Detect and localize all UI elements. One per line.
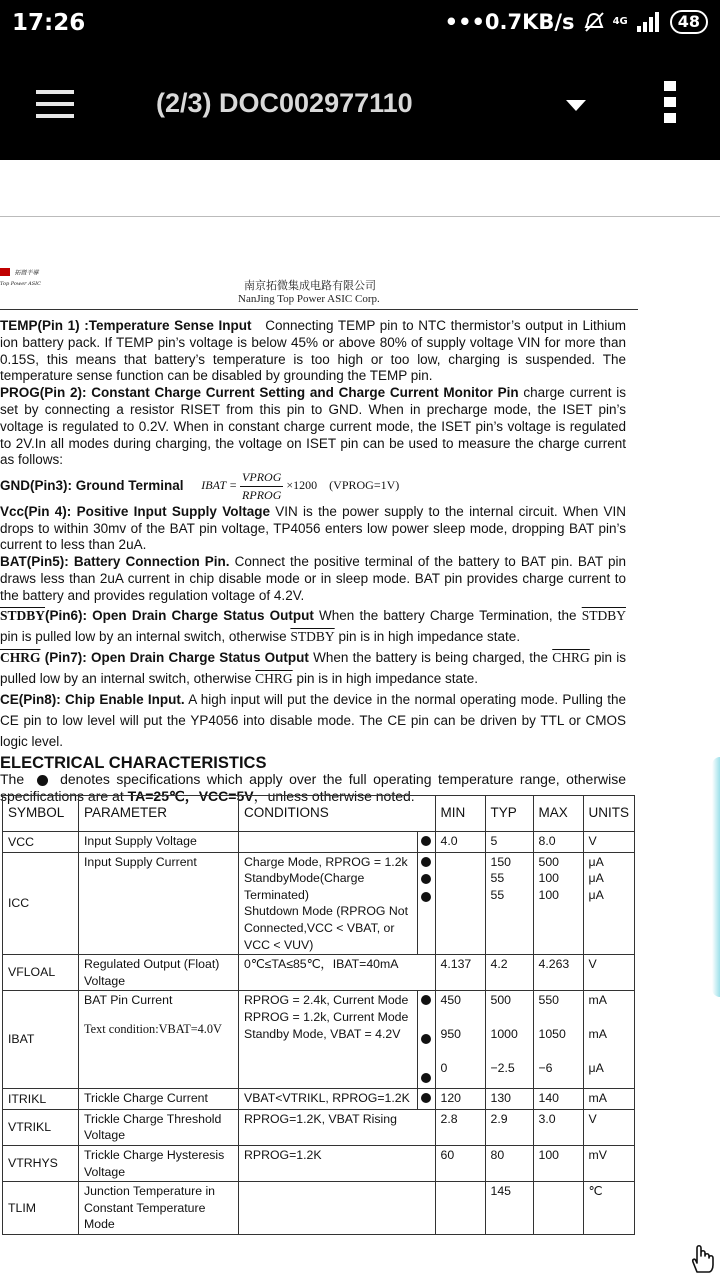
bullet-icon [421,836,431,846]
value-line: 950 [440,1026,462,1041]
cell-typ: 5 [485,832,533,853]
cell-param: Input Supply Voltage [79,832,239,853]
note-conditions: TA=25℃，VCC=5V [127,788,254,805]
pin-ce-text: A high input will put the device in the normal operating mode. Pulling the CE pin to low level will put the YP4056 into disable mode. The CE pin can be driven by TTL or CMOS logic level. [0,691,626,749]
pin-stdby-text-3: pin is in high impedance state. [338,628,521,644]
formula-lhs: IBAT = [201,478,238,493]
cell-param: Regulated Output (Float) Voltage [79,955,239,991]
pin-chrg [0,647,626,689]
value-line: 1050 [538,1026,566,1041]
cell-cond [239,991,418,1089]
company-name-cn: 南京拓微集成电路有限公司 [244,279,376,292]
table-row [3,991,635,1089]
triangle-down-icon[interactable] [566,100,586,111]
value-line: −6 [538,1060,553,1075]
stdby-name-inline: STDBY [581,607,626,623]
cell-min: 4.0 [435,832,485,853]
col-typ: TYP [485,796,533,832]
pin-vcc-text: VIN is the power supply to the internal circuit. When VIN drops to within 30mv of the BAT pin voltage, TP4056 enters low power sleep mode, dropping BAT pin’s current to less than 2uA. [0,503,626,553]
col-parameter: PARAMETER [79,796,239,832]
cell-symbol: TLIM [3,1182,79,1235]
cell-param: Input Supply Current [79,852,239,955]
bullet-icon [421,995,431,1005]
cond-line: RPROG = 1.2k, Current Mode [244,1009,409,1024]
formula-denominator: RPROG [242,487,282,502]
cell-max: 140 [533,1089,583,1110]
touch-hand-icon[interactable] [688,1242,716,1274]
status-icons [445,10,708,34]
pin-descriptions [0,318,626,805]
more-vertical-icon[interactable] [664,81,678,129]
bullet-icon [421,1034,431,1044]
cell-unit [583,991,635,1089]
value-line: μA [588,1060,604,1075]
cell-max [533,991,583,1089]
pin-prog-text: charge current is set by connecting a resistor RISET from this pin to GND. When in precharge mode, the ISET pin’s voltage is regulated to 0.2V. When in constant charge current mode, the ISET pin’s voltage is regulated to 2V.In all modes during charging, the voltage on ISET pin can be used to measure the charge current as follows: [0,385,626,468]
cell-unit: V [583,832,635,853]
cond-line: Standby Mode, VBAT = 4.2V [244,1026,401,1041]
table-row [3,832,635,853]
cell-unit: mA [583,1089,635,1110]
cell-symbol: VCC [3,832,79,853]
cell-unit: μA μA μA [583,852,635,955]
formula-multiplier: ×1200 [286,478,318,493]
cell-dot [417,852,435,955]
network-type: 4G [612,16,628,27]
cell-min: 2.8 [435,1109,485,1145]
company-logo [0,263,52,287]
pin-prog-title: PROG(Pin 2): Constant Charge Current Setting and Charge Current Monitor Pin [0,385,519,401]
logo-mark [0,268,10,276]
bullet-icon [421,1093,431,1103]
logo-name: 拓微半導 [14,269,39,277]
param-line: BAT Pin Current [84,993,173,1008]
formula-numerator: VPROG [240,469,283,487]
cell-param [79,991,239,1089]
cell-unit: ℃ [583,1182,635,1235]
cell-dot [417,1089,435,1110]
pin-gnd [0,469,626,504]
cond-line: RPROG = 2.4k, Current Mode [244,993,409,1008]
col-symbol: SYMBOL [3,796,79,832]
pin-chrg-title: (Pin7): Open Drain Charge Status Output [40,649,309,665]
cell-cond [239,852,418,955]
pin-temp [0,318,626,385]
hamburger-icon[interactable] [36,90,74,118]
cell-cond: RPROG=1.2K [239,1145,436,1181]
electrical-table [2,795,635,1235]
cell-min: 120 [435,1089,485,1110]
cell-typ: 145 [485,1182,533,1235]
alarm-off-icon [583,11,605,33]
col-min: MIN [435,796,485,832]
cond-line: StandbyMode(Charge Terminated) [244,871,365,902]
cell-dot [417,991,435,1089]
cell-cond: 0℃≤TA≤85℃，IBAT=40mA [239,955,436,991]
pin-stdby-text-1: When the battery Charge Termination, the [319,607,577,623]
cell-min: 4.137 [435,955,485,991]
cell-typ: 80 [485,1145,533,1181]
pin-vcc-title: Vcc(Pin 4): Positive Input Supply Voltage [0,503,270,519]
bullet-icon [37,775,48,786]
pin-ce-title: CE(Pin8): Chip Enable Input. [0,691,185,707]
document-title: (2/3) DOC002977110 [156,88,413,118]
cell-cond: VBAT<VTRIKL, RPROG=1.2K [239,1089,418,1110]
app-bar [0,48,720,160]
chrg-name-inline: CHRG [552,649,590,665]
cell-param: Trickle Charge Threshold Voltage [79,1109,239,1145]
cell-unit: mV [583,1145,635,1181]
edge-glow [712,757,720,997]
cond-line: Shutdown Mode (RPROG Not Connected,VCC < VBAT, or VCC < VUV) [244,904,409,952]
cell-symbol: IBAT [3,991,79,1089]
formula-condition: (VPROG=1V) [329,478,400,493]
note-prefix: The [0,771,25,788]
signal-icon [636,12,662,32]
cell-min [435,852,485,955]
cell-typ [485,991,533,1089]
pin-vcc [0,504,626,554]
table-header-row [3,796,635,832]
header-rule [0,309,638,310]
value-line: −2.5 [490,1060,515,1075]
cell-typ: 150 55 55 [485,852,533,955]
status-time: 17:26 [12,10,86,36]
pin-stdby-text-2: pin is pulled low by an internal switch, otherwise [0,628,287,644]
formula-fraction [240,469,283,504]
cell-typ: 2.9 [485,1109,533,1145]
cell-min: 60 [435,1145,485,1181]
value-line: 500 [490,993,512,1008]
table-row [3,1182,635,1235]
logo-sub: Top Power ASIC [0,281,41,287]
note-suffix: ，unless otherwise noted. [253,788,415,805]
status-bar [0,0,720,48]
col-units: UNITS [583,796,635,832]
value-line: 450 [440,993,462,1008]
cell-param: Trickle Charge Hysteresis Voltage [79,1145,239,1181]
cell-cond: RPROG=1.2K, VBAT Rising [239,1109,436,1145]
net-speed: •••0.7KB/s [444,10,575,34]
cell-min [435,1182,485,1235]
pin-temp-text: Connecting TEMP pin to NTC thermistor’s output in Lithium ion battery pack. If TEMP pin’s voltage is below 45% or above 80% of supply voltage VIN for more than 0.15S, this means that battery’s temperature is too high or too low, charging is suspended. The temperature sense function can be disabled by grounding the TEMP pin. [0,318,626,384]
cell-cond [239,832,418,853]
document-page[interactable] [0,216,720,1256]
cell-unit: V [583,955,635,991]
chrg-name-inline-2: CHRG [255,670,293,686]
cond-line: Charge Mode, RPROG = 1.2k [244,854,408,869]
table-row [3,852,635,955]
pin-bat-text: Connect the positive terminal of the battery to BAT pin. BAT pin draws less than 2uA current in chip disable mode or in sleep mode. BAT pin provides charge current to the battery and provides regulation voltage of 4.2V. [0,554,626,603]
cell-min [435,991,485,1089]
cell-symbol: VFLOAL [3,955,79,991]
pin-ce [0,689,626,752]
cell-max [533,1182,583,1235]
pin-bat-title: BAT(Pin5): Battery Connection Pin. [0,554,230,570]
cell-symbol: VTRIKL [3,1109,79,1145]
cell-unit: V [583,1109,635,1145]
cell-max: 4.263 [533,955,583,991]
table-row [3,1089,635,1110]
pin-prog [0,385,626,469]
table-row [3,1145,635,1181]
bullet-icon [421,857,431,867]
cell-cond [239,1182,436,1235]
cell-param: Trickle Charge Current [79,1089,239,1110]
stdby-name: STDBY [0,607,46,623]
cell-dot [417,832,435,853]
param-line: Text condition:VBAT=4.0V [84,1021,222,1036]
iset-formula [201,469,399,504]
cell-max: 500 100 100 [533,852,583,955]
pin-chrg-text-1: When the battery is being charged, the [313,649,548,665]
bullet-icon [421,1073,431,1083]
cell-symbol: VTRHYS [3,1145,79,1181]
col-max: MAX [533,796,583,832]
pin-temp-title: TEMP(Pin 1) :Temperature Sense Input [0,318,252,333]
value-line: 0 [440,1060,448,1075]
value-line: 550 [538,993,560,1008]
note-text: denotes specifications which apply over the full operating temperature range, otherwise specifications are at [0,771,627,805]
cell-param: Junction Temperature in Constant Temperature Mode [79,1182,239,1235]
pin-chrg-text-2: pin is pulled low by an internal switch, otherwise [0,649,626,686]
pin-bat [0,554,626,604]
cell-symbol: ITRIKL [3,1089,79,1110]
cell-max: 8.0 [533,832,583,853]
company-name-en: NanJing Top Power ASIC Corp. [238,293,380,305]
value-line: mA [588,1026,607,1041]
pin-chrg-text-3: pin is in high impedance state. [296,670,479,686]
value-line: 1000 [490,1026,518,1041]
cell-max: 3.0 [533,1109,583,1145]
bullet-icon [421,874,431,884]
pin-gnd-title: GND(Pin3): Ground Terminal [0,478,184,494]
table-row [3,1109,635,1145]
pin-stdby [0,605,626,647]
chrg-name: CHRG [0,649,41,665]
battery-icon: 48 [670,10,708,34]
table-row [3,955,635,991]
cell-typ: 130 [485,1089,533,1110]
cell-typ: 4.2 [485,955,533,991]
stdby-name-inline-2: STDBY [290,628,335,644]
cell-symbol: ICC [3,852,79,955]
electrical-title: ELECTRICAL CHARACTERISTICS [0,753,267,772]
bullet-icon [421,892,431,902]
pin-stdby-title: (Pin6): Open Drain Charge Status Output [45,607,314,623]
col-conditions: CONDITIONS [239,796,436,832]
cell-max: 100 [533,1145,583,1181]
value-line: mA [588,993,607,1008]
